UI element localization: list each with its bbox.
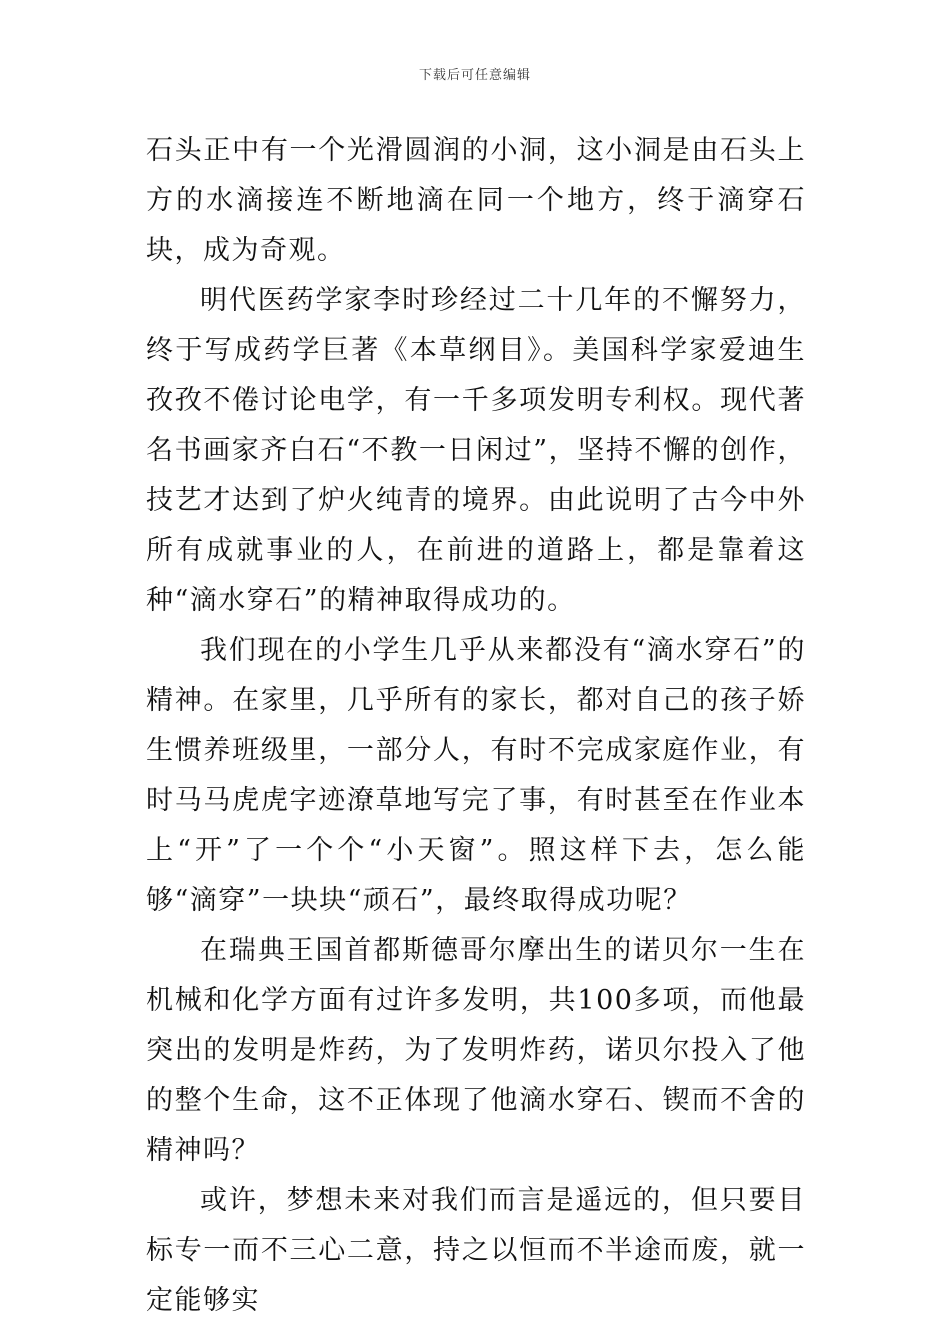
paragraph-4: 在瑞典王国首都斯德哥尔摩出生的诺贝尔一生在机械和化学方面有过许多发明，共100多项，而他最突出的发明是炸药，为了发明炸药，诺贝尔投入了他的整个生命，这不正体现了他滴水穿石、锲而不舍的精神吗？ (146, 935, 806, 1166)
document-body (146, 126, 806, 1326)
paragraph-2: 明代医药学家李时珍经过二十几年的不懈努力，终于写成药学巨著《本草纲目》。美国科学家爱迪生孜孜不倦讨论电学，有一千多项发明专利权。现代著名书画家齐白石“不教一日闲过”，坚持不懈的创作，技艺才达到了炉火纯青的境界。由此说明了古今中外所有成就事业的人，在前进的道路上，都是靠着这种“滴水穿石”的精神取得成功的。 (146, 285, 806, 616)
paragraph-1: 石头正中有一个光滑圆润的小洞，这小洞是由石头上方的水滴接连不断地滴在同一个地方，终于滴穿石块，成为奇观。 (146, 135, 806, 266)
paragraph-5: 或许，梦想未来对我们而言是遥远的，但只要目标专一而不三心二意，持之以恒而不半途而废，就一定能够实 (146, 1185, 806, 1316)
header-note: 下载后可任意编辑 (418, 68, 531, 83)
paragraph-3: 我们现在的小学生几乎从来都没有“滴水穿石”的精神。在家里，几乎所有的家长，都对自己的孩子娇生惯养班级里，一部分人，有时不完成家庭作业，有时马马虎虎字迹潦草地写完了事，有时甚至在作业本上“开”了一个个“小天窗”。照这样下去，怎么能够“滴穿”一块块“顽石”，最终取得成功呢？ (146, 635, 806, 916)
